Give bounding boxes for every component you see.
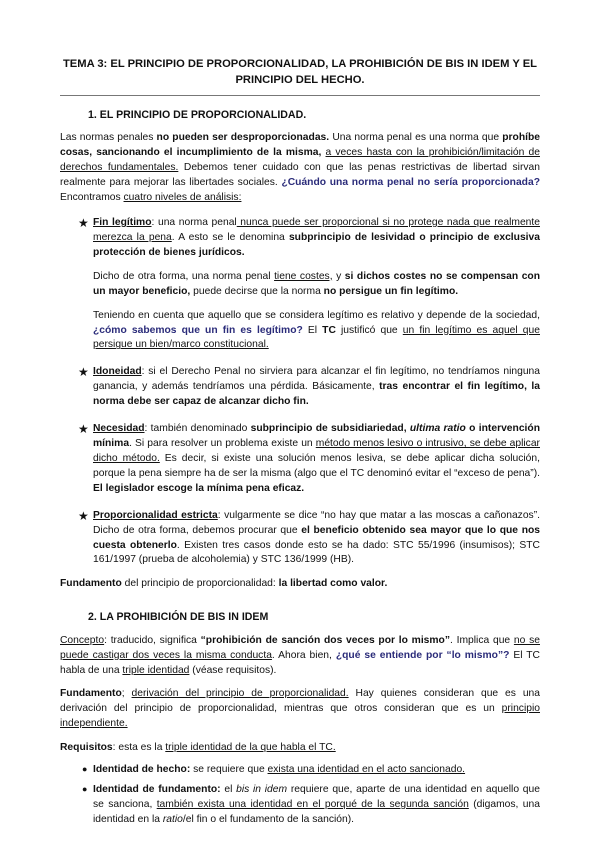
star-bullet-icon: ★ (78, 508, 89, 523)
question-text: ¿qué se entiende por “lo mismo”? (335, 649, 510, 661)
list-item-necesidad: ★ Necesidad: también denominado subprincipio de subsidiariedad, ultima ratio o intervención mínima. Si para resolver un problema existe un método menos lesivo o intrusivo, se debe aplicar dicho método. Es decir, si existe una solución menos lesiva, se debe aplicar dicha solución, porque la pena siempre ha de ser la misma (algo que el TC denominó evitar el “exceso de pena”). El legislador escoge la mínima pena eficaz. (78, 422, 540, 494)
star-bullet-icon: ★ (78, 365, 89, 380)
section-1-heading: 1. EL PRINCIPIO DE PROPORCIONALIDAD. (88, 109, 307, 121)
question-text: ¿cómo sabemos que un fin es legítimo? (93, 324, 303, 336)
dot-bullet-icon: ● (82, 784, 88, 795)
section-1-fundamento: Fundamento del principio de proporcionalidad: la libertad como valor. (60, 578, 388, 590)
term-proporcionalidad-estricta: Proporcionalidad estricta (93, 509, 218, 521)
term-fin-legitimo: Fin legítimo (93, 216, 152, 228)
section-2-fundamento: Fundamento; derivación del principio de proporcionalidad. Hay quienes consideran que es una derivación del principio de proporcionalidad, mientras que otros consideran que es un principio independiente. (60, 688, 541, 730)
star-bullet-icon: ★ (78, 422, 89, 437)
section-2-concepto: Concepto: traducido, significa “prohibición de sanción dos veces por lo mismo”. Implica que no se puede castigar dos veces la misma conducta. Ahora bien, ¿qué se entiende por “lo mismo”? El TC habla de una triple identidad (véase requisitos). (60, 634, 540, 676)
dot-bullet-icon: ● (82, 764, 88, 775)
question-text: ¿Cuándo una norma penal no sería proporcionada? (281, 177, 540, 189)
term-idoneidad: Idoneidad (93, 366, 142, 378)
star-bullet-icon: ★ (78, 215, 89, 230)
section-2-heading: 2. LA PROHIBICIÓN DE BIS IN IDEM (88, 611, 269, 624)
list-item-proporcionalidad-estricta: ★ Proporcionalidad estricta: vulgarmente se dice “no hay que matar a las moscas a cañonazos”. Dicho de otra forma, debemos procurar que el beneficio obtenido sea mayor que lo que nos cuesta obtenerlo. Existen tres casos donde esto se ha dado: STC 55/1996 (insumisos); STC 161/1997 (prueba de alcoholemia) y STC 136/1999 (HB). (78, 508, 541, 566)
list-item-fin-legitimo: ★ Fin legítimo: una norma penal nunca puede ser proporcional si no protege nada que realmente merezca la pena. A esto se le denomina subprincipio de lesividad o principio de exclusiva protección de bienes jurídicos. Dicho de otra forma, una norma penal tiene costes, y si dichos costes no se compensan con un mayor beneficio, puede decirse que la norma no persigue un fin legítimo. Teniendo en cuenta que aquello que se considera legítimo es relativo y depende de la sociedad, ¿cómo sabemos que un fin es legítimo? El TC justificó que un fin legítimo es aquel que persigue un bien/marco constitucional. (78, 215, 541, 351)
section-2-requisitos: Requisitos: esta es la triple identidad de la que habla el TC. (60, 742, 336, 754)
list-item-identidad-hecho: ● Identidad de hecho: se requiere que exista una identidad en el acto sancionado. (82, 764, 466, 776)
section-1-intro: Las normas penales no pueden ser desproporcionadas. Una norma penal es una norma que prohíbe cosas, sancionando el incumplimiento de la misma, a veces hasta con la prohibición/limitación de derechos fundamentales. Debemos tener cuidado con que las penas restrictivas de libertad sirvan realmente para mejorar las libertades sociales. ¿Cuándo una norma penal no sería proporcionada? Encontramos cuatro niveles de análisis: (60, 132, 541, 204)
list-item-idoneidad: ★ Idoneidad: si el Derecho Penal no sirviera para alcanzar el fin legítimo, no tendríamos ninguna ganancia, y además tendríamos una pérdida. Básicamente, tras encontrar el fin legítimo, la norma debe ser capaz de alcanzar dicho fin. (78, 365, 540, 408)
term-necesidad: Necesidad (93, 423, 145, 435)
list-item-identidad-fundamento: ● Identidad de fundamento: el bis in idem requiere que, aparte de una identidad en aquello que se sanciona, también exista una identidad en el porqué de la segunda sanción (digamos, una identidad en la ratio/el fin o el fundamento de la sanción). (82, 784, 540, 825)
document-body (60, 108, 540, 828)
title-divider (60, 95, 540, 96)
document-title: TEMA 3: EL PRINCIPIO DE PROPORCIONALIDAD, LA PROHIBICIÓN DE BIS IN IDEM Y EL PRINCIPIO DEL HECHO. (62, 58, 538, 87)
